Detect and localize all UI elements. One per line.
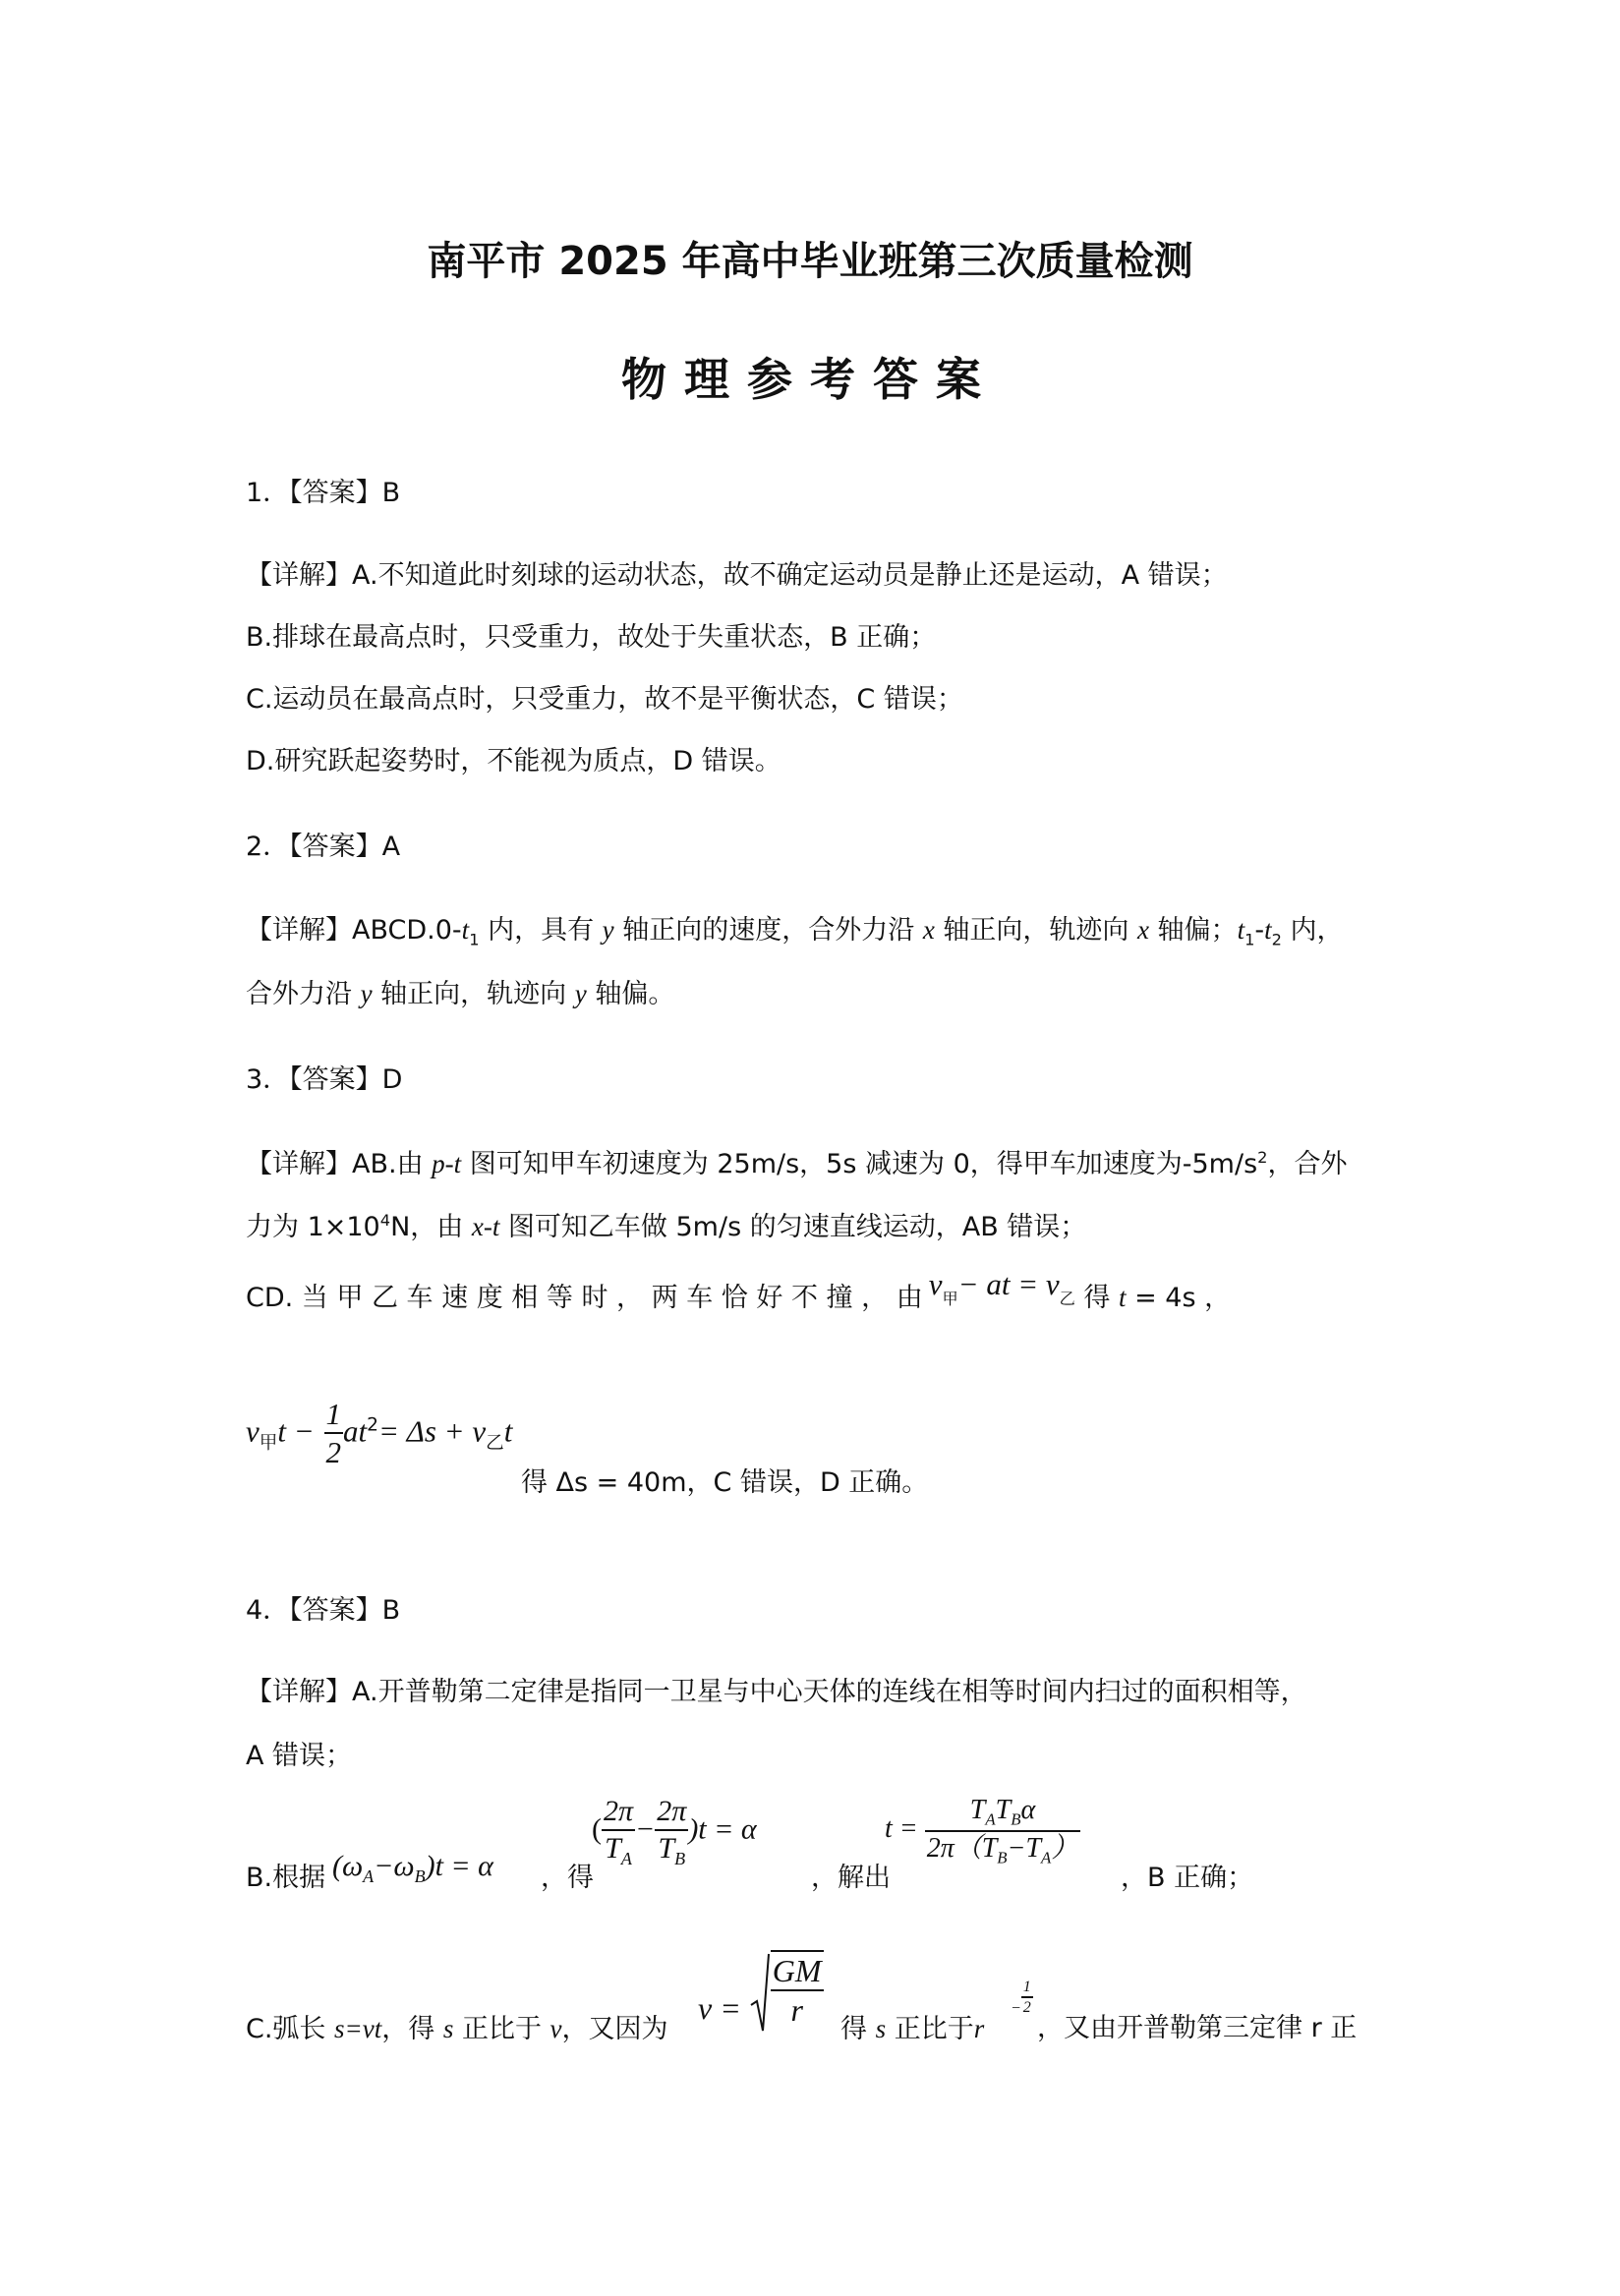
q1-answer: 1．【答案】B (246, 478, 401, 508)
sqrt-icon (749, 1950, 771, 2035)
q3-detail-line-1: 【详解】AB.由 p-t 图可知甲车初速度为 25m/s，5s 减速为 0，得甲车加速度为$-5m/s^2$，合外 (246, 1148, 1348, 1179)
q4-period-equation: ( $\frac{2\pi}{T_A}$ − $\frac{2\pi}{T_B}$ )t = α (592, 1795, 757, 1868)
q1-detail-line-4: D.研究跃起姿势时，不能视为质点，D 错误。 (246, 746, 781, 776)
q3-detail-line-4: $v_甲t$ − $\frac{1}{2}$ $at^2= \Delta s + v_乙t$ 得 Δs = 40m，C 错误，D 正确。 (246, 1397, 929, 1498)
q4-t-solution: t = $\frac{T_AT_B\alpha}{2\pi(T_B-T_A)}$ (885, 1795, 1079, 1867)
q3-detail-line-3: CD. 当 甲 乙 车 速 度 相 等 时 ， 两 车 恰 好 不 撞 ， 由 $v_甲-$ at = $v_乙$ 得 t = 4s ， (246, 1267, 1232, 1313)
q4-velocity-equation: v = $\frac{GM}{r}$ (698, 1952, 824, 2037)
q3-detail-line-2: 力为 $1\times 10^4N$，由 x-t 图可知乙车做 5m/s 的匀速直线运动，AB 错误； (246, 1211, 1087, 1242)
q2-detail-line-2: 合外力沿 y 轴正向，轨迹向 y 轴偏。 (246, 979, 675, 1009)
q4-exponent: − $\frac{1}{2}$ (1011, 1979, 1031, 2017)
q3-equation: $v_甲t$ − $\frac{1}{2}$ $at^2= \Delta s + v_乙t$ (246, 1397, 513, 1470)
q4-omega-equation: $(\omega_A-\omega_B)t = \alpha$ (332, 1850, 493, 1886)
q3-answer: 3．【答案】D (246, 1064, 403, 1095)
q4-answer: 4．【答案】B (246, 1595, 401, 1626)
q2-answer: 2．【答案】A (246, 832, 401, 862)
q1-detail-line-1: 【详解】A.不知道此时刻球的运动状态，故不确定运动员是静止还是运动，A 错误； (246, 560, 1228, 591)
document-title: 南平市 2025 年高中毕业班第三次质量检测 (427, 239, 1193, 284)
q4-detail-line-1: 【详解】A.开普勒第二定律是指同一卫星与中心天体的连线在相等时间内扫过的面积相等， (246, 1677, 1307, 1707)
q4-detail-line-2: A 错误； (246, 1741, 353, 1771)
q1-detail-line-3: C.运动员在最高点时，只受重力，故不是平衡状态，C 错误； (246, 684, 963, 715)
document-subtitle: 物理参考答案 (621, 353, 999, 406)
q3-half-fraction: $\frac{1}{2}$ (325, 1397, 342, 1470)
q2-detail-line-1: 【详解】$ABCD.0-t_1$ 内，具有 y 轴正向的速度，合外力沿 x 轴正向，轨迹向 x 轴偏；$t_1-t_2$ 内， (246, 915, 1344, 949)
document-page: 南平市 2025 年高中毕业班第三次质量检测 物理参考答案 1．【答案】B 【详解】A.不知道此时刻球的运动状态，故不确定运动员是静止还是运动，A 错误； B.排球在最高点时，只受重力，故处于失重状态，B 正确； C.运动员在最高点时，只受重力，故不是平衡状态，C 错误； D.研究跃起姿势时，不能视为质点，D 错误。 2．【答案】A 【详解】$ABCD.0-t_1$ 内，具有 y 轴正向的速度，合外力沿 x 轴正向，轨迹向 x 轴偏；$t_1-t_2$ 内， 合外力沿 y 轴正向，轨迹向 y 轴偏。 3．【答案】D 【详解】AB.由 p-t 图可知甲车初速度为 25m/s，5s 减速为 0，得甲车加速度为$-5m/s^2$，合外 力为 $1\times 10^4N$，由 x-t 图可知乙车做 5m/s 的匀速直线运动，AB 错误； CD. 当 甲 乙 车 速 度 相 等 时 ， 两 车 恰 好 不 撞 ， 由 $v_甲-$ at = $v_乙$ 得 t = 4s ， $v_甲t$ − $\frac{1}{2}$ $at^2= \Delta s + v_乙t$ 得 Δs = 40m，C 错误，D 正确。 4．【答案】B 【详解】A.开普勒第二定律是指同一卫星与中心天体的连线在相等时间内扫过的面积相等， A 错误； B.根据 $(\omega_A-\omega_B)t = \alpha$ ，得 ( $\frac{2\pi}{T_A}$ − $\frac{2\pi}{T_B}$ )t = α ，解出 t = $\frac{T_AT_B\alpha}{2\pi(T_B-T_A)}$ ，B 正确； C.弧长 s=vt，得 s 正比于 v，又因为 v = $\frac{GM}{r}$ 得 s 正比于r − $\frac{1}{2}$ ，又由开普勒第三定律 r 正 (0, 0, 1620, 2296)
q1-detail-line-2: B.排球在最高点时，只受重力，故处于失重状态，B 正确； (246, 622, 937, 653)
